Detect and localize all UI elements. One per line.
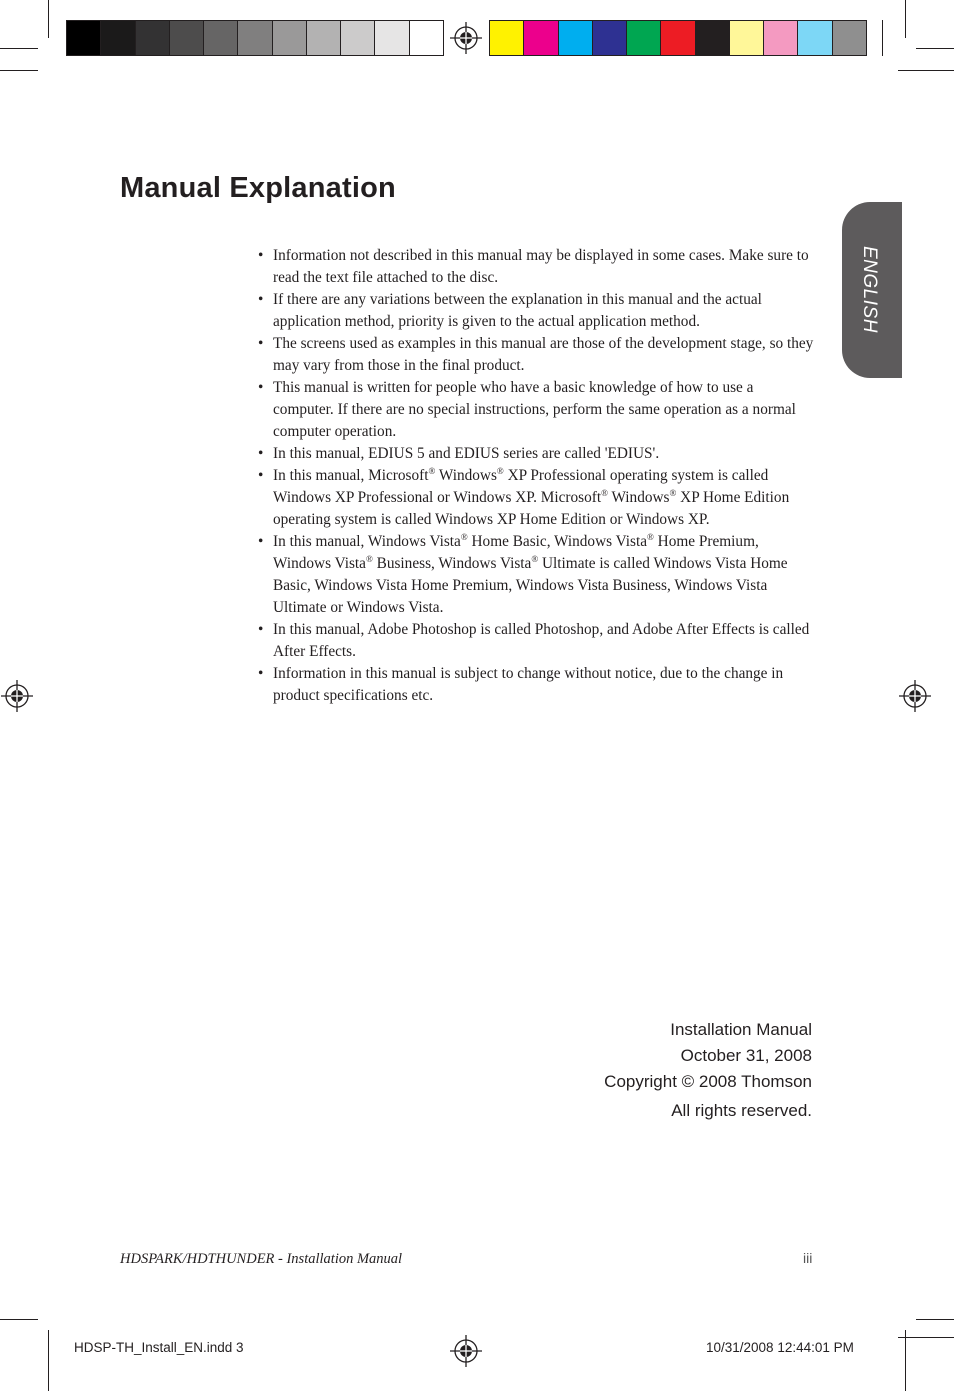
bullet-text: Information in this manual is subject to change without notice, due to the change in product specifications etc. <box>273 665 784 704</box>
color-swatch <box>410 21 443 55</box>
color-swatch <box>593 21 627 55</box>
registered-mark: ® <box>669 488 677 498</box>
color-swatch <box>730 21 764 55</box>
registered-mark: ® <box>460 532 468 542</box>
bullet-marker: • <box>258 621 264 638</box>
imprint-copyright: Copyright © 2008 Thomson <box>604 1072 812 1091</box>
registration-mark-icon <box>449 21 483 55</box>
crop-mark <box>0 1319 38 1320</box>
bullet-marker: • <box>258 379 264 396</box>
bullet-item <box>256 619 816 663</box>
color-swatch <box>238 21 272 55</box>
bullet-text: In this manual, Windows Vista <box>273 533 461 550</box>
page-number: iii <box>803 1250 813 1266</box>
color-swatch <box>559 21 593 55</box>
color-swatch <box>307 21 341 55</box>
crop-mark <box>48 0 49 38</box>
color-swatch <box>204 21 238 55</box>
running-footer: HDSPARK/HDTHUNDER - Installation Manual <box>120 1251 403 1267</box>
color-swatch <box>273 21 307 55</box>
crop-mark <box>0 70 38 71</box>
bullet-text: Information not described in this manual may be displayed in some cases. Make sure to read the text file attached to the disc. <box>273 247 809 286</box>
bullet-text: Home Premium, Windows Vista <box>273 533 759 572</box>
imprint-rights: All rights reserved. <box>671 1101 812 1120</box>
bullet-item <box>256 245 816 289</box>
color-swatch <box>101 21 135 55</box>
color-swatch <box>524 21 558 55</box>
registered-mark: ® <box>647 532 654 542</box>
color-swatch <box>661 21 695 55</box>
bullet-text: Home Basic, Windows Vista <box>467 533 647 550</box>
crop-mark <box>905 1330 906 1391</box>
registered-mark: ® <box>496 466 504 476</box>
bullet-text: In this manual, Adobe Photoshop is called Photoshop, and Adobe After Effects is called After Effects. <box>273 621 810 660</box>
color-swatch <box>798 21 832 55</box>
bullet-text: XP Home Edition operating system is called Windows XP Home Edition or Windows XP. <box>273 489 790 528</box>
crop-mark <box>905 0 906 38</box>
bullet-marker: • <box>258 533 264 550</box>
color-swatch <box>696 21 730 55</box>
bullet-item <box>256 377 816 443</box>
bullet-text: In this manual, EDIUS 5 and EDIUS series are called 'EDIUS'. <box>273 445 660 462</box>
registered-mark: ® <box>365 554 373 564</box>
language-tab-label: ENGLISH <box>859 246 880 333</box>
bullet-item <box>256 663 816 707</box>
color-swatch <box>764 21 798 55</box>
registration-mark-icon <box>0 679 34 713</box>
bullet-item <box>256 443 816 465</box>
imprint-title: Installation Manual <box>670 1020 812 1039</box>
bullet-item <box>256 333 816 377</box>
registration-mark-icon <box>898 679 932 713</box>
bullet-list <box>256 245 816 707</box>
grayscale-color-bar <box>66 20 444 56</box>
bullet-text: XP Professional operating system is called Windows XP Professional or Windows XP. Microsoft <box>273 467 769 506</box>
slug-filename: HDSP-TH_Install_EN.indd 3 <box>74 1340 244 1355</box>
crop-mark <box>0 48 38 49</box>
crop-mark <box>882 20 883 56</box>
bullet-marker: • <box>258 335 264 352</box>
registration-mark-icon <box>449 1334 483 1368</box>
crop-mark <box>898 1337 954 1338</box>
color-swatch <box>375 21 409 55</box>
crop-mark <box>48 1330 49 1391</box>
color-swatch <box>136 21 170 55</box>
bullet-marker: • <box>258 467 264 484</box>
bullet-text: The screens used as examples in this manual are those of the development stage, so they may vary from those in the final product. <box>273 335 814 374</box>
bullet-text: This manual is written for people who have a basic knowledge of how to use a computer. If there are no special instructions, perform the same operation as a normal computer operation. <box>273 379 796 440</box>
color-swatch <box>341 21 375 55</box>
color-swatch <box>627 21 661 55</box>
bullet-marker: • <box>258 445 264 462</box>
crop-mark <box>916 48 954 49</box>
bullet-marker: • <box>258 291 264 308</box>
bullet-text: Ultimate is called Windows Vista Home Basic, Windows Vista Home Premium, Windows Vista Business, Windows Vista Ultimate or Windows Vista. <box>273 555 788 616</box>
registered-mark: ® <box>428 466 436 476</box>
color-swatch <box>170 21 204 55</box>
process-color-bar <box>489 20 867 56</box>
color-swatch <box>833 21 866 55</box>
bullet-item <box>256 531 816 619</box>
registered-mark: ® <box>531 554 539 564</box>
bullet-text: Business, Windows Vista <box>372 555 532 572</box>
bullet-text: If there are any variations between the explanation in this manual and the actual application method, priority is given to the actual application method. <box>273 291 762 330</box>
bullet-text: Windows <box>435 467 497 484</box>
bullet-marker: • <box>258 665 264 682</box>
bullet-marker: • <box>258 247 264 264</box>
bullet-item <box>256 465 816 531</box>
page-title: Manual Explanation <box>120 172 396 204</box>
crop-mark <box>898 70 954 71</box>
slug-timestamp: 10/31/2008 12:44:01 PM <box>706 1340 854 1355</box>
crop-mark <box>916 1319 954 1320</box>
color-swatch <box>490 21 524 55</box>
color-swatch <box>67 21 101 55</box>
bullet-text: Windows <box>607 489 670 506</box>
imprint-date: October 31, 2008 <box>680 1046 812 1065</box>
registered-mark: ® <box>601 488 608 498</box>
bullet-item <box>256 289 816 333</box>
bullet-text: In this manual, Microsoft <box>273 467 429 484</box>
